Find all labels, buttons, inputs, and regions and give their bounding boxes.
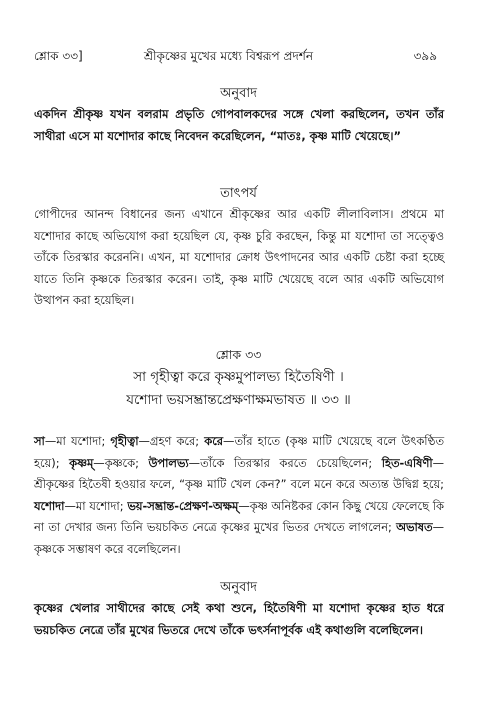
page-header xyxy=(34,48,437,66)
header-verse-ref: শ্লোক ৩৩] xyxy=(34,49,83,63)
synonym-word: কৃষ্ণম্ xyxy=(69,455,94,470)
header-chapter-title: শ্রীকৃষ্ণের মুখের মধ্যে বিশ্বরূপ প্রদর্শন xyxy=(144,49,314,63)
word-for-word-synonyms xyxy=(34,431,444,560)
synonym-word: অভাষত xyxy=(396,520,433,534)
verse-line-1: সা গৃহীত্বা করে কৃষ্ণমুপালভ্য হিতৈষিণী । xyxy=(133,369,344,385)
synonym-meaning: —কৃষ্ণকে সম্ভাষণ করে বলেছিলেন। xyxy=(34,520,444,556)
synonym-meaning: —তাঁর হাতে (কৃষ্ণ মাটি খেয়েছে বলে উৎকণ্ঠিত হয়ে); xyxy=(34,434,444,470)
translation-heading-2: অনুবাদ xyxy=(220,580,257,595)
synonym-word: করে xyxy=(204,434,224,448)
synonym-word: সা xyxy=(34,434,45,448)
synonym-word: হিত-এষিণী xyxy=(381,455,433,470)
synonym-meaning: —মা যশোদা; xyxy=(44,434,111,448)
synonym-word: গৃহীত্বা xyxy=(110,434,139,448)
synonym-meaning: —গ্রহণ করে; xyxy=(138,434,205,448)
synonym-meaning: —কৃষ্ণ অনিষ্টকর কোন কিছু খেয়ে ফেলেছে কি না তা দেখার জন্য তিনি ভয়চকিত নেত্রে কৃষ্ণের মুখের ভিতর দেখতে লাগলেন; xyxy=(34,498,444,534)
verse-line-2: যশোদা ভয়সম্ভ্রান্তপ্রেক্ষণাক্ষমভাষত ॥ ৩৩ ॥ xyxy=(126,392,351,408)
synonym-meaning: —শ্রীকৃষ্ণের হিতৈষী হওয়ার ফলে, “কৃষ্ণ মাটি খেল কেন?” বলে মনে করে অত্যন্ত উদ্বিগ্ন হয়ে; xyxy=(34,455,444,491)
verse-block xyxy=(0,343,477,412)
synonym-word: যশোদা xyxy=(34,498,65,513)
synonym-meaning: —তাঁকে তিরস্কার করতে চেয়েছিলেন; xyxy=(188,455,382,470)
translation-heading: অনুবাদ xyxy=(220,86,257,101)
synonym-meaning: —মা যশোদা; xyxy=(64,498,128,513)
translation-text-2: কৃষ্ণের খেলার সাথীদের কাছে সেই কথা শুনে, হিতৈষিণী মা যশোদা কৃষ্ণের হাত ধরে ভয়চকিত নেত্রে তাঁর মুখের ভিতরে দেখে তাঁকে ভৎর্সনাপূর্বক এই কথাগুলি বলেছিলেন। xyxy=(34,601,444,637)
synonym-meaning: —কৃষ্ণকে; xyxy=(93,455,149,470)
purport-text: গোপীদের আনন্দ বিধানের জন্য এখানে শ্রীকৃষ্ণের আর একটি লীলাবিলাস। প্রথমে মা যশোদার কাছে অভিযোগ করা হয়েছিল যে, কৃষ্ণ চুরি করছেন, কিন্তু মা যশোদা তা সত্ত্বেও তাঁকে তিরস্কার করেননি। এখন, মা যশোদার ক্রোধ উৎপাদনের আর একটি চেষ্টা করা হচ্ছে যাতে তিনি কৃষ্ণকে তিরস্কার করেন। তাই, কৃষ্ণ মাটি খেয়েছে বলে আর একটি অভিযোগ উত্থাপন করা হয়েছিল। xyxy=(34,207,444,307)
translation-text: একদিন শ্রীকৃষ্ণ যখন বলরাম প্রভৃতি গোপবালকদের সঙ্গে খেলা করছিলেন, তখন তাঁর সাথীরা এসে মা যশোদার কাছে নিবেদন করেছিলেন, “মাতঃ, কৃষ্ণ মাটি খেয়েছে।” xyxy=(34,107,444,143)
verse-label: শ্লোক ৩৩ xyxy=(215,347,262,362)
purport-heading: তাৎপর্য xyxy=(220,186,257,201)
synonym-word: ভয়-সম্ভ্রান্ত-প্রেক্ষণ-অক্ষম্ xyxy=(127,498,239,513)
synonym-word: উপালভ্য xyxy=(148,455,189,470)
page-number: ৩৯৯ xyxy=(413,49,437,63)
